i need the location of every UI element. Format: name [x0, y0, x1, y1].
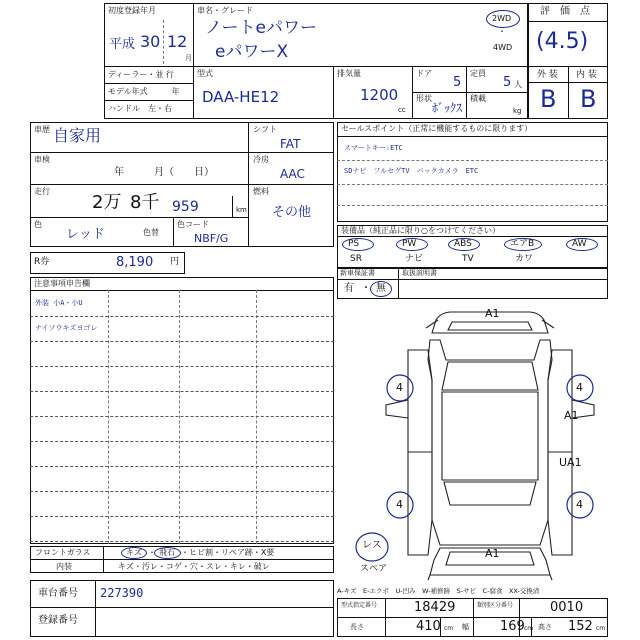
- shape: ﾎﾞｯｸｽ: [432, 101, 463, 115]
- recycle-label: R券: [34, 257, 50, 267]
- ac-label: 冷房: [253, 155, 269, 164]
- drive-dot: ・: [498, 27, 506, 36]
- reg-year: 30: [140, 32, 161, 51]
- fuel-label: 燃料: [253, 187, 269, 196]
- notes-rule: [30, 541, 334, 542]
- notes-rule: [30, 466, 334, 467]
- damage-side: A1: [564, 409, 579, 422]
- drive-2wd: 2WD: [492, 14, 512, 23]
- type-label: 型式: [197, 69, 213, 78]
- width-value: 169: [500, 619, 525, 634]
- era: 平成: [109, 37, 136, 52]
- use-label: 車歴: [34, 125, 50, 134]
- warranty-no: 無: [376, 283, 386, 294]
- kg-unit: kg: [513, 107, 522, 115]
- reg-month: 12: [167, 32, 188, 51]
- notes-rule: [30, 441, 334, 442]
- equipment-item: エアB: [510, 239, 535, 249]
- capacity-unit: 人: [514, 80, 522, 89]
- grade: eパワーX: [215, 42, 289, 62]
- equipment-item: AW: [572, 239, 587, 249]
- width-unit: cm: [524, 625, 534, 632]
- damage-legend: A-キズ E-エクボ U-凹み W-補修跡 S-サビ C-腐食 XX-交換済: [337, 587, 540, 595]
- color-code-label: 色コード: [177, 220, 209, 229]
- spare-label: スペア: [360, 564, 388, 574]
- use-value: 自家用: [53, 126, 102, 145]
- yen-unit: 円: [170, 257, 180, 267]
- class-no-label: 類別区分番号: [477, 602, 514, 609]
- equipment-item: ABS: [454, 239, 472, 249]
- type-no-label: 型式指定番号: [341, 602, 378, 609]
- warranty-yes: 有: [344, 283, 354, 294]
- color-no-label: 色替: [143, 228, 159, 237]
- mileage-1k: 8千: [130, 192, 160, 213]
- warranty-label: 新車保証書: [340, 269, 375, 277]
- note-2: ナイソウキズヨゴレ: [35, 324, 98, 332]
- shape-label: 形状: [416, 94, 432, 103]
- damage-rear: A1: [485, 547, 500, 560]
- tire-rear-left: 4: [396, 498, 403, 511]
- height-value: 152: [568, 619, 593, 634]
- type-no: 18429: [414, 600, 456, 615]
- reg-no-label: 登録番号: [38, 615, 78, 626]
- notes-rule: [30, 491, 334, 492]
- equipment-item: PW: [402, 239, 417, 249]
- class-no: 0010: [550, 600, 584, 615]
- length-label: 長さ: [350, 623, 364, 631]
- equipment-item: PS: [348, 239, 360, 249]
- drive-4wd: 4WD: [493, 43, 513, 52]
- handle-label: ハンドル 左・右: [108, 104, 172, 113]
- dealer-label: ディーラー・並 行: [108, 70, 174, 79]
- km-unit: km: [236, 206, 247, 214]
- tire-front-right: 4: [576, 381, 583, 394]
- mileage-label: 走行: [34, 187, 50, 196]
- capacity: 5: [503, 75, 512, 90]
- chassis-label: 車台番号: [38, 588, 78, 599]
- glass-scratch: キズ: [126, 548, 142, 557]
- interior-cond-opts: キズ・汚レ・コゲ・穴・スレ・キレ・破レ: [118, 562, 270, 571]
- notes-rule: [30, 416, 334, 417]
- model-type: DAA-HE12: [202, 88, 280, 106]
- reg-year-label: 初度登録年月: [108, 6, 156, 15]
- front-glass-label: フロントガラス: [35, 548, 91, 557]
- inspection-label: 車検: [34, 155, 50, 164]
- equipment-item: SR: [350, 254, 362, 264]
- model-year-label: モデル年式 年: [108, 87, 180, 96]
- exterior-grade: B: [540, 85, 557, 113]
- warranty-dot: ・: [361, 283, 371, 294]
- damage-side-ua: UA1: [559, 456, 582, 469]
- note-1: 外装 小A・小U: [35, 299, 83, 307]
- height-label: 高さ: [538, 623, 552, 631]
- interior-grade: B: [580, 85, 597, 113]
- mileage-10k: 2万: [92, 192, 122, 213]
- displacement: 1200: [360, 86, 399, 104]
- recycle-value: 8,190: [116, 255, 154, 270]
- length-value: 410: [416, 619, 441, 634]
- notes-label: 注意事項申告欄: [34, 279, 90, 288]
- interior-label: 内 装: [576, 70, 597, 80]
- mileage-rest: 959: [172, 199, 199, 215]
- width-label: 幅: [462, 623, 469, 631]
- equipment-item: TV: [462, 254, 474, 264]
- notes-rule: [30, 316, 334, 317]
- manual-label: 取扱説明書: [402, 269, 437, 277]
- ac-value: AAC: [280, 167, 305, 181]
- load-label: 積載: [470, 94, 486, 103]
- glass-others: ・ヒビ割・リペア跡・X要: [181, 548, 275, 557]
- tire-front-left: 4: [396, 381, 403, 394]
- door-label: ドア: [416, 69, 432, 78]
- car-name-label: 車名・グレード: [197, 6, 253, 15]
- equipment-item: ナビ: [405, 254, 424, 264]
- notes-rule: [30, 366, 334, 367]
- color-value: レッド: [66, 227, 105, 242]
- inspection-value: 年 月（ 日）: [114, 167, 214, 178]
- chassis-value: 227390: [100, 586, 144, 600]
- notes-box: [30, 277, 334, 544]
- tire-rear-right: 4: [576, 498, 583, 511]
- notes-rule: [30, 516, 334, 517]
- cc-unit: cc: [398, 106, 406, 114]
- displacement-label: 排気量: [337, 69, 361, 78]
- interior-cond-label: 内装: [56, 562, 72, 571]
- notes-rule: [30, 341, 334, 342]
- shift-label: シフト: [253, 125, 277, 134]
- exterior-label: 外 装: [537, 70, 558, 80]
- color-code: NBF/G: [194, 232, 229, 245]
- height-unit: cm: [596, 625, 606, 632]
- doors: 5: [453, 75, 462, 90]
- equipment-label: 装備品（純正品に限り○をつけてください）: [341, 226, 500, 235]
- sales-point-2: SDナビ フルセグTV バックカメラ ETC: [344, 167, 479, 175]
- color-label: 色: [34, 220, 42, 229]
- capacity-label: 定員: [470, 69, 486, 78]
- notes-rule: [30, 391, 334, 392]
- sales-points-label: セールスポイント（正常に機能するものに限ります）: [341, 124, 533, 133]
- damage-front: A1: [485, 307, 500, 320]
- recycle-box: [30, 252, 185, 274]
- car-name: ノートeパワー: [205, 18, 317, 38]
- score-label: 評 価 点: [540, 6, 590, 17]
- glass-dot: ・: [148, 548, 156, 557]
- glass-chip: 飛石: [159, 548, 175, 557]
- spare-tire-status: レス: [362, 540, 382, 551]
- sales-point-1: スマートキー☆ETC: [344, 144, 403, 152]
- month-unit: 月: [185, 54, 192, 62]
- equipment-item: カワ: [515, 254, 534, 264]
- fuel-value: その他: [272, 205, 312, 220]
- shift-value: FAT: [280, 137, 301, 151]
- overall-score: (4.5): [536, 29, 589, 54]
- length-unit: cm: [444, 625, 454, 632]
